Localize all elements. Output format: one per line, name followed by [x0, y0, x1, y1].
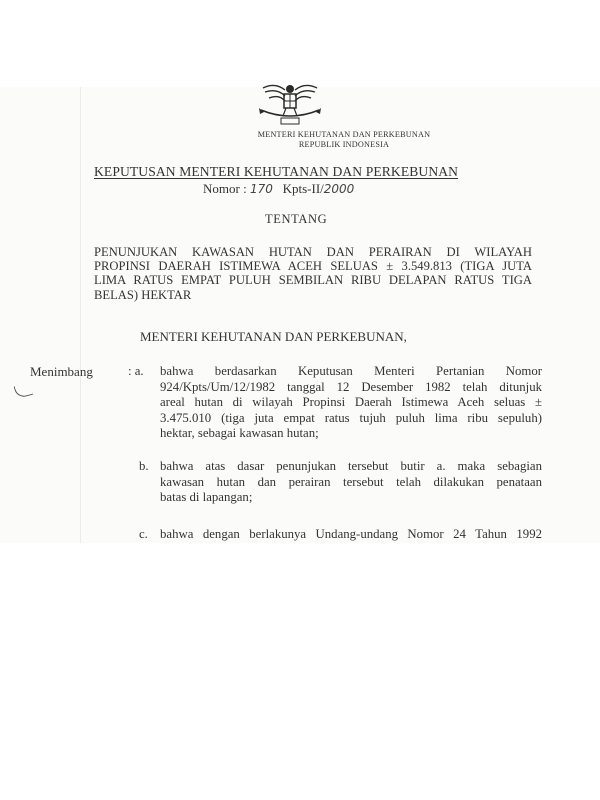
minister-line: MENTERI KEHUTANAN DAN PERKEBUNAN,	[140, 329, 407, 344]
scan-artifact-line	[80, 87, 81, 543]
garuda-emblem-icon	[255, 82, 325, 126]
item-line: kawasan hutan dan perairan tersebut telah dilakukan penataan	[160, 474, 542, 489]
decree-title: KEPUTUSAN MENTERI KEHUTANAN DAN PERKEBUNAN	[94, 164, 459, 179]
handwritten-number: 170	[249, 182, 273, 196]
item-line: 924/Kpts/Um/12/1982 tanggal 12 Desember 1982 telah ditunjuk	[160, 379, 542, 394]
item-line: areal hutan di wilayah Propinsi Daerah Istimewa Aceh seluas ±	[160, 395, 542, 409]
item-marker: b.	[139, 459, 149, 473]
item-marker: : a.	[128, 364, 144, 378]
item-body	[160, 527, 542, 543]
subject-line: BELAS) HEKTAR	[94, 287, 192, 302]
letterhead-country: REPUBLIK INDONESIA	[298, 140, 390, 149]
number-label: Nomor :	[203, 181, 247, 196]
handwritten-year: 2000	[323, 182, 355, 196]
number-code: Kpts-II/	[282, 181, 324, 196]
subject-line: LIMA RATUS EMPAT PULUH SEMBILAN RIBU DELAPAN RATUS TIGA	[94, 273, 532, 288]
item-body	[160, 364, 542, 442]
item-line: batas di lapangan;	[160, 490, 253, 504]
subject-line: PROPINSI DAERAH ISTIMEWA ACEH SELUAS ± 3.549.813 (TIGA JUTA	[94, 259, 532, 274]
decree-subject	[94, 245, 532, 302]
item-line: bahwa berdasarkan Keputusan Menteri Pertanian Nomor	[160, 364, 542, 378]
considering-label: Menimbang	[30, 364, 93, 379]
item-line: bahwa atas dasar penunjukan tersebut butir a. maka sebagian	[160, 459, 542, 473]
item-marker: c.	[139, 527, 148, 541]
decree-number	[203, 181, 354, 197]
item-body	[160, 459, 542, 506]
item-line: bahwa dengan berlakunya Undang-undang Nomor 24 Tahun 1992	[160, 527, 542, 541]
letterhead-ministry: MENTERI KEHUTANAN DAN PERKEBUNAN	[257, 130, 431, 139]
about-label: TENTANG	[265, 212, 328, 226]
item-line: 3.475.010 (tiga juta empat ratus tujuh puluh lima ribu sepuluh)	[160, 410, 542, 425]
item-line: hektar, sebagai kawasan hutan;	[160, 426, 319, 440]
subject-line: PENUNJUKAN KAWASAN HUTAN DAN PERAIRAN DI WILAYAH	[94, 245, 532, 259]
